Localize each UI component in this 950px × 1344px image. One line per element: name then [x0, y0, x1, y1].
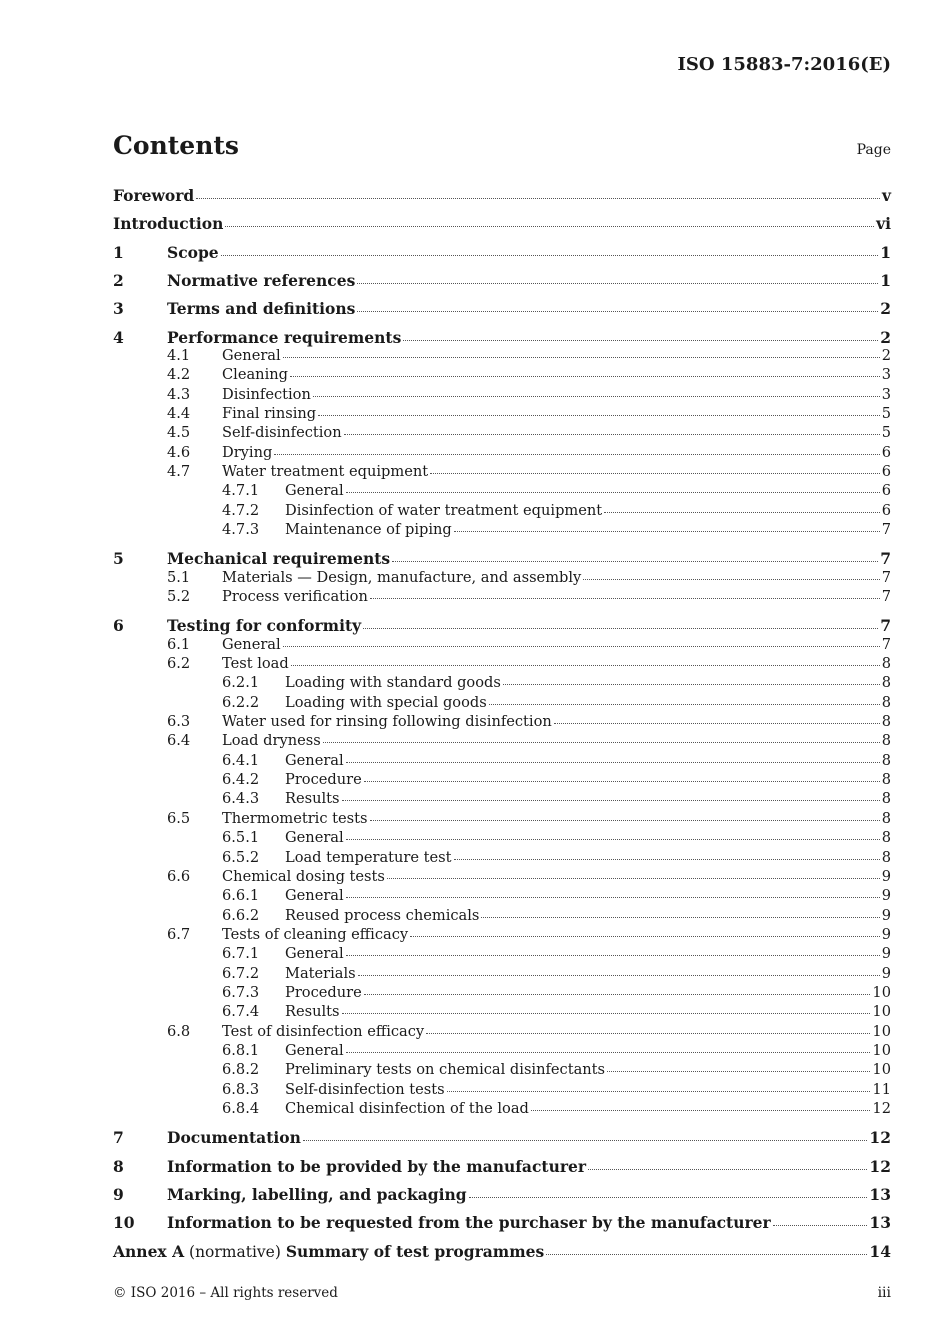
toc-entry-title: General [285, 1042, 344, 1059]
dot-leader [370, 598, 880, 599]
toc-entry-title: Chemical disinfection of the load [285, 1100, 529, 1118]
toc-entry-page: 10 [872, 1061, 891, 1079]
toc-entry-number: 4.7.1 [222, 482, 260, 500]
toc-entry-number: 4.2 [167, 366, 191, 384]
toc-entry-title: General [285, 829, 344, 847]
toc-entry[interactable] [113, 271, 891, 291]
toc-entry-page: 2 [880, 299, 891, 319]
contents-title: Contents [113, 131, 240, 160]
toc-entry-number: 6.5.2 [222, 848, 260, 866]
toc-entry-number: 4.4 [167, 404, 191, 422]
toc-entry-title: Materials — Design, manufacture, and assembly [222, 568, 582, 586]
toc-entry[interactable] [113, 713, 891, 733]
toc-entry[interactable] [113, 347, 891, 367]
dot-leader [447, 1091, 871, 1092]
toc-entry-title: Annex A (normative) Summary of test programmes [113, 1241, 545, 1261]
toc-entry-page: 7 [881, 588, 891, 605]
dot-leader [342, 1013, 871, 1014]
toc-entry-title: Mechanical requirements [167, 549, 391, 569]
toc-entry-title: Results [285, 790, 340, 808]
toc-entry-page: 8 [881, 771, 891, 789]
toc-entry-page: 8 [881, 829, 891, 847]
toc-entry[interactable] [113, 299, 891, 319]
toc-entry-title: Tests of cleaning efficacy [222, 925, 409, 943]
toc-entry-title: Performance requirements [167, 327, 402, 347]
toc-entry-title: Self-disinfection [222, 424, 342, 442]
toc-entry-number: 9 [113, 1184, 124, 1204]
dot-leader [604, 512, 880, 513]
dot-leader [346, 492, 880, 493]
toc-entry[interactable] [113, 1042, 891, 1062]
toc-entry-number: 6.8.3 [222, 1080, 260, 1098]
toc-entry-page: 6 [881, 462, 891, 480]
toc-entry-number: 7 [113, 1128, 124, 1148]
toc-entry[interactable] [113, 887, 891, 907]
toc-entry-page: 5 [881, 404, 891, 422]
toc-entry[interactable] [113, 1003, 891, 1023]
dot-leader [503, 684, 880, 685]
toc-entry-page: 11 [872, 1080, 891, 1098]
toc-entry-number: 10 [113, 1213, 135, 1233]
toc-entry-title: Self-disinfection tests [285, 1080, 445, 1098]
toc-entry[interactable] [113, 521, 891, 541]
dot-leader [773, 1225, 868, 1226]
toc-entry-page: 9 [881, 867, 891, 885]
toc-entry-page: 1 [880, 242, 891, 262]
page-column-label: Page [856, 142, 891, 158]
toc-entry-number: 6.8.4 [222, 1100, 260, 1118]
toc-entry-page: 8 [881, 732, 891, 750]
toc-entry-title: Water used for rinsing following disinfection [222, 713, 552, 731]
dot-leader [283, 357, 880, 358]
copyright-notice: © ISO 2016 – All rights reserved [113, 1285, 338, 1301]
toc-entry-page: 9 [881, 887, 891, 905]
toc-entry[interactable] [113, 482, 891, 502]
toc-entry[interactable] [113, 424, 891, 444]
toc-entry-page: 2 [880, 327, 891, 347]
toc-entry[interactable] [113, 366, 891, 386]
toc-entry-title: Test load [222, 655, 289, 672]
toc-entry-page: v [881, 186, 891, 205]
dot-leader [344, 434, 880, 435]
toc-entry[interactable] [113, 1100, 891, 1120]
toc-entry-page: 13 [869, 1184, 891, 1204]
dot-leader [221, 255, 879, 256]
dot-leader [313, 396, 880, 397]
toc-entry-title: General [285, 887, 344, 905]
toc-entry-page: 7 [881, 568, 891, 586]
dot-leader [454, 531, 880, 532]
dot-leader [554, 723, 880, 724]
toc-entry-page: 9 [881, 906, 891, 924]
toc-entry[interactable] [113, 1242, 891, 1262]
toc-entry-number: 6.5 [167, 809, 191, 827]
dot-leader [426, 1033, 870, 1034]
toc-entry-number: 4 [113, 327, 124, 347]
toc-entry-number: 6.4 [167, 732, 191, 750]
toc-entry[interactable] [113, 549, 891, 569]
dot-leader [291, 665, 880, 666]
toc-entry-title: Load temperature test [285, 848, 452, 866]
toc-entry[interactable] [113, 907, 891, 927]
toc-entry-number: 6 [113, 616, 124, 636]
toc-entry-title: General [222, 635, 281, 653]
dot-leader [430, 473, 880, 474]
dot-leader [357, 311, 878, 312]
toc-entry[interactable] [113, 1023, 891, 1043]
toc-entry-number: 4.5 [167, 424, 191, 442]
dot-leader [410, 936, 880, 937]
toc-entry-title: Testing for conformity [167, 616, 362, 636]
toc-entry-title: Introduction [113, 214, 224, 234]
toc-entry[interactable] [113, 214, 891, 234]
toc-entry[interactable] [113, 186, 891, 206]
toc-entry-number: 8 [113, 1156, 124, 1176]
toc-entry-title: General [222, 346, 281, 364]
toc-entry-page: 6 [881, 501, 891, 519]
dot-leader [403, 340, 878, 341]
toc-entry-number: 5.2 [167, 588, 191, 605]
toc-entry-title: Thermometric tests [222, 809, 368, 827]
toc-entry-title: Foreword [113, 186, 195, 205]
dot-leader [588, 1169, 867, 1170]
toc-entry-page: 8 [881, 655, 891, 672]
dot-leader [225, 226, 874, 227]
toc-entry-number: 4.1 [167, 346, 191, 364]
toc-entry-page: 12 [869, 1128, 891, 1148]
toc-entry-title: Marking, labelling, and packaging [167, 1184, 467, 1204]
dot-leader [346, 897, 880, 898]
toc-entry[interactable] [113, 752, 891, 772]
toc-entry[interactable] [113, 965, 891, 985]
toc-entry-title: Drying [222, 443, 273, 461]
toc-entry-number: 4.7 [167, 462, 191, 480]
toc-entry[interactable] [113, 771, 891, 791]
toc-entry-page: 1 [880, 270, 891, 290]
toc-entry[interactable] [113, 790, 891, 810]
toc-entry[interactable] [113, 1128, 891, 1148]
toc-entry-number: 6.3 [167, 713, 191, 731]
toc-entry[interactable] [113, 243, 891, 263]
dot-leader [607, 1071, 870, 1072]
toc-entry-page: 9 [881, 945, 891, 963]
toc-entry-number: 6.2.1 [222, 674, 260, 692]
toc-entry-page: 2 [881, 346, 891, 364]
toc-entry-page: 8 [881, 848, 891, 866]
footer-page-number: iii [877, 1285, 891, 1301]
toc-entry[interactable] [113, 636, 891, 656]
toc-entry-page: 8 [881, 790, 891, 808]
toc-entry-title: Load dryness [222, 732, 321, 750]
dot-leader [346, 955, 880, 956]
toc-entry[interactable] [113, 984, 891, 1004]
toc-entry[interactable] [113, 616, 891, 636]
toc-entry-number: 6.8 [167, 1022, 191, 1040]
toc-entry-number: 6.7 [167, 925, 191, 943]
toc-entry[interactable] [113, 1061, 891, 1081]
toc-entry-title: Disinfection of water treatment equipment [285, 501, 603, 519]
toc-entry-number: 4.7.3 [222, 521, 260, 538]
toc-entry-page: 12 [869, 1156, 891, 1176]
toc-entry-page: 14 [869, 1241, 891, 1261]
toc-entry-page: 13 [869, 1213, 891, 1233]
toc-entry-number: 6.8.1 [222, 1042, 260, 1059]
dot-leader [481, 917, 879, 918]
toc-entry-number: 6.6.2 [222, 906, 260, 924]
toc-entry-number: 6.4.1 [222, 751, 260, 769]
toc-entry-number: 6.7.1 [222, 945, 260, 963]
toc-entry[interactable] [113, 569, 891, 589]
toc-entry-title: Materials [285, 964, 356, 982]
toc-entry-page: 6 [881, 443, 891, 461]
toc-entry-title: Disinfection [222, 385, 311, 403]
dot-leader [357, 283, 878, 284]
toc-entry[interactable] [113, 328, 891, 348]
toc-entry-page: 6 [881, 482, 891, 500]
toc-entry[interactable] [113, 694, 891, 714]
toc-entry[interactable] [113, 926, 891, 946]
toc-entry-page: 8 [881, 693, 891, 711]
toc-entry-title: Cleaning [222, 366, 288, 384]
toc-entry[interactable] [113, 829, 891, 849]
toc-entry-title: Loading with standard goods [285, 674, 501, 692]
toc-entry-number: 5 [113, 549, 124, 569]
dot-leader [346, 1052, 871, 1053]
toc-entry-page: 3 [881, 366, 891, 384]
toc-entry-title: Documentation [167, 1128, 301, 1148]
toc-entry-page: 10 [872, 1042, 891, 1059]
dot-leader [283, 646, 880, 647]
toc-entry[interactable] [113, 444, 891, 464]
dot-leader [364, 994, 871, 995]
toc-entry-title: Results [285, 1003, 340, 1021]
toc-entry-number: 6.2 [167, 655, 191, 672]
toc-entry-title: Test of disinfection efficacy [222, 1022, 425, 1040]
toc-entry[interactable] [113, 868, 891, 888]
toc-entry-number: 6.7.4 [222, 1003, 260, 1021]
toc-entry-number: 6.4.2 [222, 771, 260, 789]
toc-entry-page: 9 [881, 925, 891, 943]
dot-leader [358, 975, 880, 976]
toc-entry-page: 8 [881, 674, 891, 692]
dot-leader [392, 561, 878, 562]
dot-leader [469, 1197, 868, 1198]
toc-entry-page: 8 [881, 713, 891, 731]
toc-entry-page: 5 [881, 424, 891, 442]
toc-entry[interactable] [113, 1081, 891, 1101]
dot-leader [489, 704, 880, 705]
toc-entry-page: 8 [881, 751, 891, 769]
toc-entry-number: 4.6 [167, 443, 191, 461]
dot-leader [363, 628, 878, 629]
toc-entry[interactable] [113, 502, 891, 522]
toc-entry[interactable] [113, 463, 891, 483]
dot-leader [364, 781, 880, 782]
toc-entry[interactable] [113, 1213, 891, 1233]
toc-entry-title: Scope [167, 242, 219, 262]
toc-entry-title: Final rinsing [222, 404, 317, 422]
toc-entry-number: 1 [113, 242, 124, 262]
toc-entry-title: Procedure [285, 771, 362, 789]
toc-entry-number: 3 [113, 299, 124, 319]
toc-entry-page: 9 [881, 964, 891, 982]
toc-entry-number: 5.1 [167, 568, 191, 586]
toc-entry-number: 6.5.1 [222, 829, 260, 847]
toc-entry-title: Information to be requested from the purchaser by the manufacturer [167, 1213, 771, 1233]
toc-entry-number: 6.4.3 [222, 790, 260, 808]
dot-leader [196, 198, 880, 199]
toc-entry-number: 6.7.2 [222, 964, 260, 982]
toc-entry-number: 4.3 [167, 385, 191, 403]
toc-entry-number: 6.2.2 [222, 693, 260, 711]
toc-entry-title: Preliminary tests on chemical disinfectants [285, 1061, 606, 1079]
dot-leader [323, 742, 880, 743]
toc-entry-title: General [285, 945, 344, 963]
toc-entry[interactable] [113, 1157, 891, 1177]
toc-entry-number: 4.7.2 [222, 501, 260, 519]
dot-leader [318, 415, 880, 416]
dot-leader [387, 878, 880, 879]
toc-entry-page: 7 [881, 635, 891, 653]
toc-entry[interactable] [113, 588, 891, 608]
dot-leader [583, 579, 879, 580]
toc-entry-page: 7 [880, 549, 891, 569]
toc-entry-title: Chemical dosing tests [222, 867, 385, 885]
toc-entry-number: 6.6.1 [222, 887, 260, 905]
document-id: ISO 15883-7:2016(E) [677, 54, 891, 75]
dot-leader [546, 1254, 867, 1255]
dot-leader [303, 1140, 868, 1141]
toc-entry[interactable] [113, 386, 891, 406]
toc-entry-title: Normative references [167, 270, 356, 290]
toc-entry-page: 7 [880, 616, 891, 636]
toc-entry-title: Maintenance of piping [285, 521, 452, 538]
toc-entry[interactable] [113, 655, 891, 675]
toc-entry-number: 6.8.2 [222, 1061, 260, 1079]
dot-leader [531, 1110, 871, 1111]
toc-entry-page: 10 [872, 983, 891, 1001]
dot-leader [370, 820, 880, 821]
toc-entry[interactable] [113, 1185, 891, 1205]
dot-leader [346, 762, 880, 763]
toc-entry-title: Procedure [285, 983, 362, 1001]
toc-entry-number: 6.7.3 [222, 983, 260, 1001]
toc-entry-title: Reused process chemicals [285, 906, 480, 924]
dot-leader [342, 800, 880, 801]
toc-entry-title: Information to be provided by the manufacturer [167, 1156, 587, 1176]
dot-leader [346, 839, 880, 840]
toc-entry[interactable] [113, 405, 891, 425]
toc-entry-page: 10 [872, 1003, 891, 1021]
dot-leader [290, 376, 880, 377]
toc-entry-title: Process verification [222, 588, 368, 605]
toc-entry-title: General [285, 482, 344, 500]
toc-entry-title: Terms and definitions [167, 299, 356, 319]
toc-entry[interactable] [113, 674, 891, 694]
toc-entry-page: vi [876, 214, 891, 234]
toc-entry-page: 10 [872, 1022, 891, 1040]
toc-entry[interactable] [113, 849, 891, 869]
dot-leader [454, 859, 880, 860]
dot-leader [274, 454, 879, 455]
toc-entry-title: Loading with special goods [285, 693, 487, 711]
toc-entry-title: General [285, 751, 344, 769]
toc-entry-number: 6.1 [167, 635, 191, 653]
toc-entry[interactable] [113, 810, 891, 830]
toc-entry-number: 6.6 [167, 867, 191, 885]
toc-entry-page: 3 [881, 385, 891, 403]
toc-entry[interactable] [113, 945, 891, 965]
toc-entry-page: 12 [872, 1100, 891, 1118]
toc-entry-title: Water treatment equipment [222, 462, 429, 480]
toc-entry[interactable] [113, 732, 891, 752]
toc-entry-page: 7 [881, 521, 891, 538]
toc-entry-number: 2 [113, 270, 124, 290]
toc-entry-page: 8 [881, 809, 891, 827]
